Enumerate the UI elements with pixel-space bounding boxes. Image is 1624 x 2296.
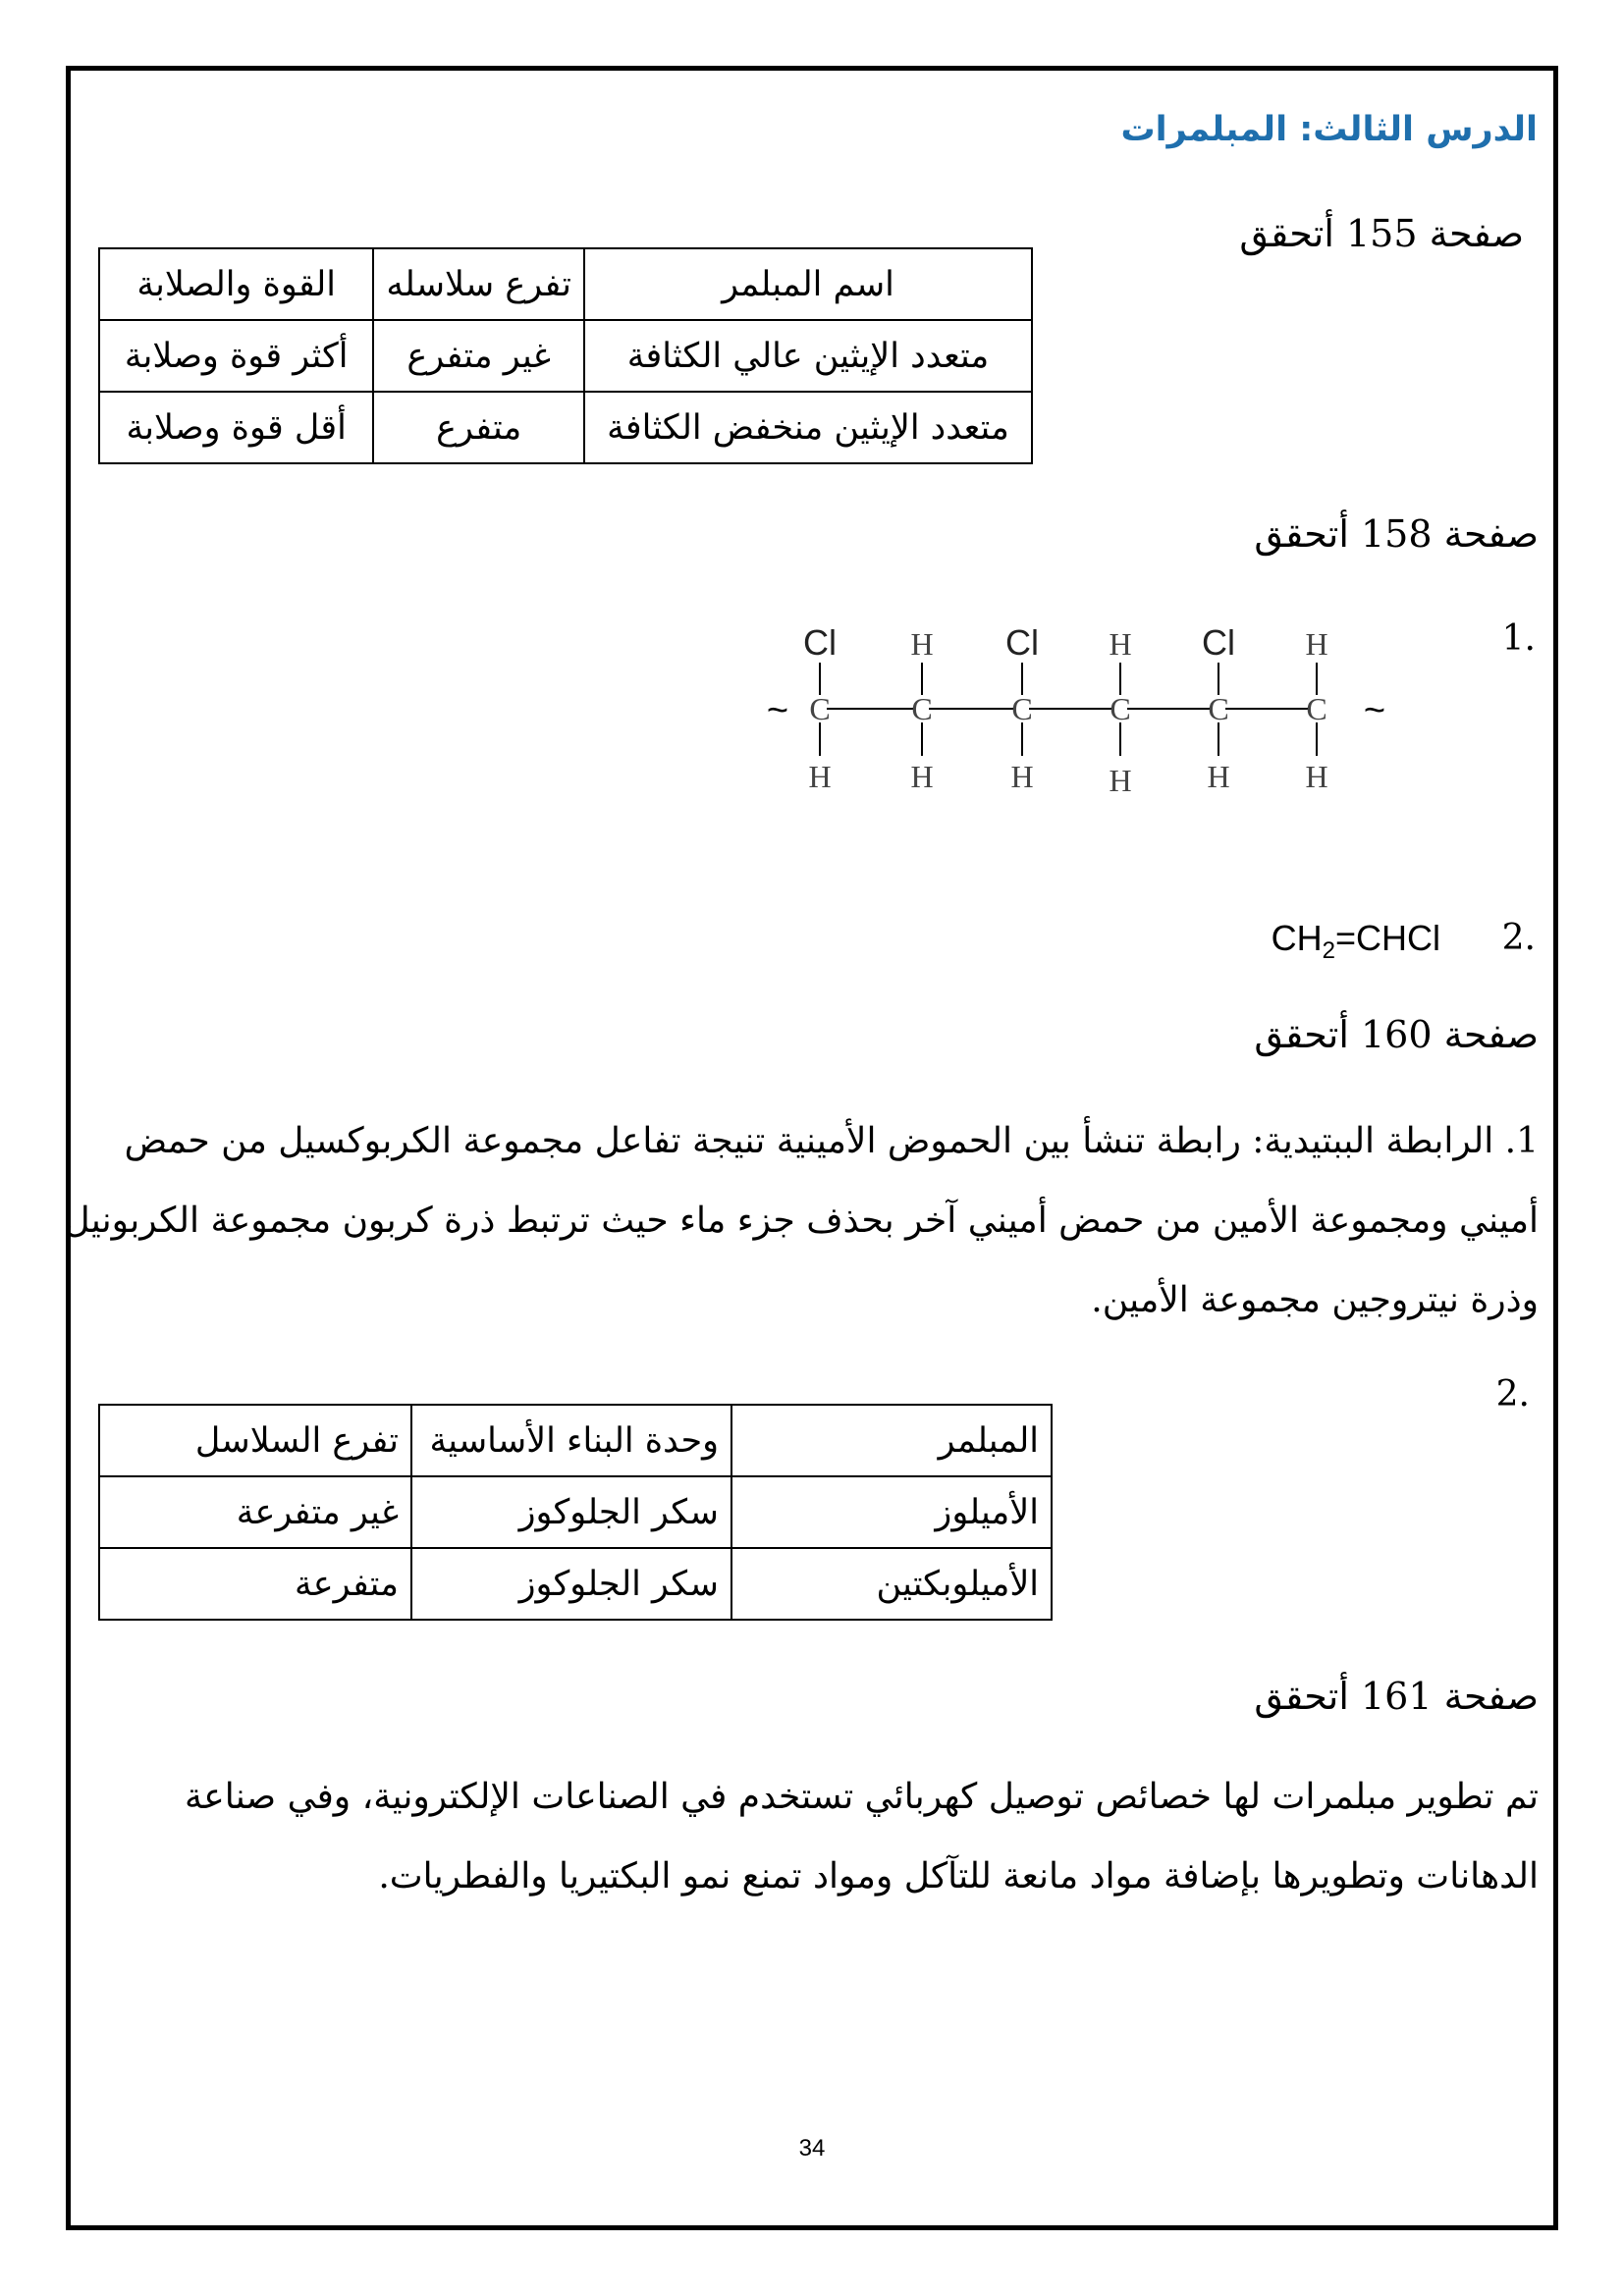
atom-top: Cl [803,622,837,663]
atom-carbon: C [1011,691,1033,726]
paragraph-line: الدهانات وتطويرها بإضافة مواد مانعة للتآكل ومواد تمنع نمو البكتيريا والفطريات. [378,1856,1539,1896]
table-cell: متفرع [373,392,584,463]
atom-bottom: H [1305,759,1328,794]
paragraph-line: وذرة نيتروجين مجموعة الأمين. [1091,1280,1539,1320]
atom-top: H [1109,626,1132,662]
paragraph-line: أميني ومجموعة الأمين من حمض أميني آخر بحذف جزء ماء حيث ترتبط ذرة كربون مجموعة الكربونيل [64,1201,1539,1241]
conductive-polymers-paragraph [184,1757,1539,1916]
atom-carbon: C [1208,691,1229,726]
table-cell: غير متفرعة [99,1476,411,1548]
table-header-cell: المبلمر [731,1405,1052,1476]
section-160-heading: صفحة 160 أتحقق [1254,1013,1539,1056]
section-161-heading: صفحة 161 أتحقق [1254,1675,1539,1718]
polyethylene-table [98,247,1033,464]
table-row [99,1476,1052,1548]
paragraph-line: تم تطوير مبلمرات لها خصائص توصيل كهربائي تستخدم في الصناعات الإلكترونية، وفي صناعة [184,1777,1539,1817]
atom-bottom: H [808,759,832,794]
section-155-heading: صفحة 155 أتحقق [1239,212,1524,255]
table-header-row [99,248,1032,320]
chain-end-right: ~ [1363,690,1386,731]
atom-bottom: H [1207,759,1230,794]
atom-carbon: C [809,691,831,726]
table-row [99,320,1032,392]
item-2-number: .2 [1501,918,1536,958]
page-number: 34 [798,2135,826,2162]
table-cell: الأميلوز [731,1476,1052,1548]
table-cell: سكر الجلوكوز [411,1476,731,1548]
table-cell: الأميلوبكتين [731,1548,1052,1620]
table-cell: متعدد الإيثين عالي الكثافة [584,320,1032,392]
lesson-title: الدرس الثالث: المبلمرات [1120,110,1538,149]
atom-bottom: H [1010,759,1034,794]
pvc-structure-diagram [756,609,1404,815]
atom-top: H [1305,626,1328,662]
table-header-cell: اسم المبلمر [584,248,1032,320]
table-header-row [99,1405,1052,1476]
item-1-number: .1 [1501,618,1536,659]
paragraph-line: 1. الرابطة الببتيدية: رابطة تنشأ بين الحموض الأمينية تنيجة تفاعل مجموعة الكربوكسيل من حمض [124,1121,1539,1161]
atom-carbon: C [1110,691,1131,726]
atom-bottom: H [1109,763,1132,798]
table-cell: سكر الجلوكوز [411,1548,731,1620]
starch-table [98,1404,1053,1621]
vinyl-chloride-formula: $CH_2=CHCl$ [1271,918,1440,965]
table-row [99,1548,1052,1620]
table-cell: أكثر قوة وصلابة [99,320,373,392]
table-row [99,392,1032,463]
section-158-heading: صفحة 158 أتحقق [1254,512,1539,556]
table-header-cell: وحدة البناء الأساسية [411,1405,731,1476]
peptide-bond-paragraph [64,1101,1539,1340]
table-cell: أقل قوة وصلابة [99,392,373,463]
table-header-cell: تفرع سلاسله [373,248,584,320]
atom-top: Cl [1005,622,1039,663]
table-header-cell: القوة والصلابة [99,248,373,320]
table-cell: متعدد الإيثين منخفض الكثافة [584,392,1032,463]
atom-carbon: C [911,691,933,726]
table-header-cell: تفرع السلاسل [99,1405,411,1476]
atom-top: Cl [1202,622,1235,663]
chain-end-left: ~ [766,690,789,731]
table-cell: غير متفرع [373,320,584,392]
atom-top: H [910,626,934,662]
item-2-number: .2 [1495,1374,1530,1415]
table-cell: متفرعة [99,1548,411,1620]
atom-carbon: C [1306,691,1327,726]
atom-bottom: H [910,759,934,794]
